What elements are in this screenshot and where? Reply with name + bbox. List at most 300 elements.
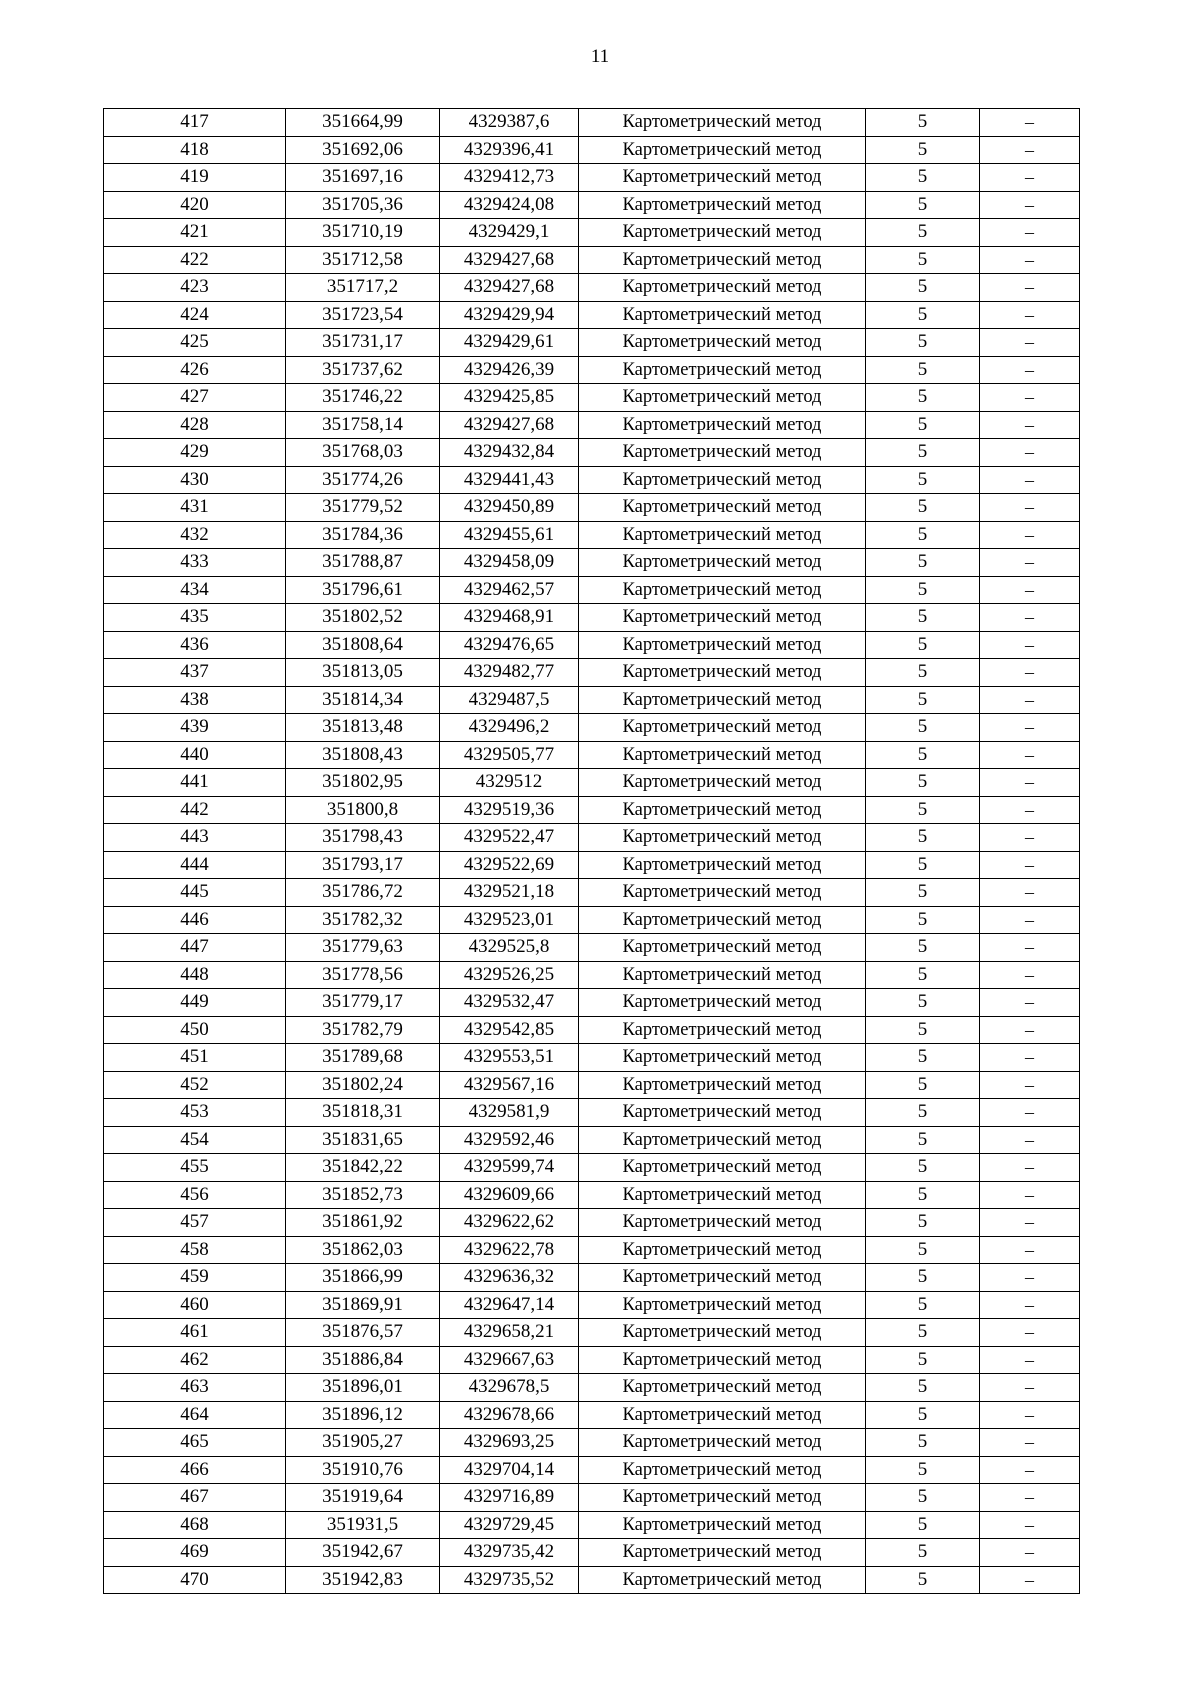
accuracy-cell: 5 [866, 1264, 980, 1292]
y-coordinate-cell: 4329427,68 [440, 411, 579, 439]
accuracy-cell: 5 [866, 1374, 980, 1402]
x-coordinate-cell: 351876,57 [286, 1319, 440, 1347]
note-cell: – [980, 191, 1080, 219]
table-row [104, 1319, 1080, 1347]
note-cell: – [980, 879, 1080, 907]
note-cell: – [980, 1099, 1080, 1127]
note-cell: – [980, 769, 1080, 797]
x-coordinate-cell: 351869,91 [286, 1291, 440, 1319]
table-row [104, 824, 1080, 852]
point-number-cell: 449 [104, 989, 286, 1017]
accuracy-cell: 5 [866, 384, 980, 412]
accuracy-cell: 5 [866, 1456, 980, 1484]
x-coordinate-cell: 351802,95 [286, 769, 440, 797]
note-cell: – [980, 906, 1080, 934]
accuracy-cell: 5 [866, 1016, 980, 1044]
x-coordinate-cell: 351789,68 [286, 1044, 440, 1072]
y-coordinate-cell: 4329458,09 [440, 549, 579, 577]
point-number-cell: 436 [104, 631, 286, 659]
y-coordinate-cell: 4329716,89 [440, 1484, 579, 1512]
note-cell: – [980, 494, 1080, 522]
point-number-cell: 437 [104, 659, 286, 687]
x-coordinate-cell: 351919,64 [286, 1484, 440, 1512]
accuracy-cell: 5 [866, 714, 980, 742]
method-cell: Картометрический метод [579, 824, 866, 852]
note-cell: – [980, 1456, 1080, 1484]
accuracy-cell: 5 [866, 246, 980, 274]
method-cell: Картометрический метод [579, 1236, 866, 1264]
x-coordinate-cell: 351758,14 [286, 411, 440, 439]
point-number-cell: 434 [104, 576, 286, 604]
note-cell: – [980, 219, 1080, 247]
method-cell: Картометрический метод [579, 164, 866, 192]
x-coordinate-cell: 351737,62 [286, 356, 440, 384]
accuracy-cell: 5 [866, 1539, 980, 1567]
point-number-cell: 470 [104, 1566, 286, 1594]
x-coordinate-cell: 351705,36 [286, 191, 440, 219]
point-number-cell: 433 [104, 549, 286, 577]
point-number-cell: 447 [104, 934, 286, 962]
y-coordinate-cell: 4329678,5 [440, 1374, 579, 1402]
x-coordinate-cell: 351802,24 [286, 1071, 440, 1099]
note-cell: – [980, 824, 1080, 852]
accuracy-cell: 5 [866, 989, 980, 1017]
y-coordinate-cell: 4329496,2 [440, 714, 579, 742]
x-coordinate-cell: 351774,26 [286, 466, 440, 494]
table-row [104, 1374, 1080, 1402]
method-cell: Картометрический метод [579, 1071, 866, 1099]
point-number-cell: 426 [104, 356, 286, 384]
accuracy-cell: 5 [866, 604, 980, 632]
point-number-cell: 468 [104, 1511, 286, 1539]
y-coordinate-cell: 4329505,77 [440, 741, 579, 769]
note-cell: – [980, 466, 1080, 494]
method-cell: Картометрический метод [579, 1346, 866, 1374]
note-cell: – [980, 796, 1080, 824]
method-cell: Картометрический метод [579, 191, 866, 219]
accuracy-cell: 5 [866, 521, 980, 549]
method-cell: Картометрический метод [579, 1484, 866, 1512]
accuracy-cell: 5 [866, 549, 980, 577]
table-row [104, 411, 1080, 439]
note-cell: – [980, 411, 1080, 439]
y-coordinate-cell: 4329487,5 [440, 686, 579, 714]
y-coordinate-cell: 4329735,52 [440, 1566, 579, 1594]
coordinates-table [103, 108, 1080, 1594]
point-number-cell: 438 [104, 686, 286, 714]
method-cell: Картометрический метод [579, 274, 866, 302]
table-row [104, 659, 1080, 687]
accuracy-cell: 5 [866, 576, 980, 604]
method-cell: Картометрический метод [579, 466, 866, 494]
method-cell: Картометрический метод [579, 989, 866, 1017]
point-number-cell: 455 [104, 1154, 286, 1182]
table-row [104, 1126, 1080, 1154]
y-coordinate-cell: 4329432,84 [440, 439, 579, 467]
accuracy-cell: 5 [866, 1154, 980, 1182]
accuracy-cell: 5 [866, 1429, 980, 1457]
point-number-cell: 442 [104, 796, 286, 824]
y-coordinate-cell: 4329425,85 [440, 384, 579, 412]
x-coordinate-cell: 351866,99 [286, 1264, 440, 1292]
x-coordinate-cell: 351942,83 [286, 1566, 440, 1594]
point-number-cell: 461 [104, 1319, 286, 1347]
y-coordinate-cell: 4329462,57 [440, 576, 579, 604]
point-number-cell: 443 [104, 824, 286, 852]
x-coordinate-cell: 351778,56 [286, 961, 440, 989]
method-cell: Картометрический метод [579, 521, 866, 549]
x-coordinate-cell: 351793,17 [286, 851, 440, 879]
accuracy-cell: 5 [866, 164, 980, 192]
table-row [104, 604, 1080, 632]
accuracy-cell: 5 [866, 934, 980, 962]
table-row [104, 851, 1080, 879]
point-number-cell: 431 [104, 494, 286, 522]
point-number-cell: 466 [104, 1456, 286, 1484]
point-number-cell: 418 [104, 136, 286, 164]
point-number-cell: 421 [104, 219, 286, 247]
point-number-cell: 454 [104, 1126, 286, 1154]
note-cell: – [980, 1154, 1080, 1182]
x-coordinate-cell: 351779,52 [286, 494, 440, 522]
y-coordinate-cell: 4329522,69 [440, 851, 579, 879]
point-number-cell: 419 [104, 164, 286, 192]
point-number-cell: 428 [104, 411, 286, 439]
note-cell: – [980, 1291, 1080, 1319]
note-cell: – [980, 329, 1080, 357]
point-number-cell: 444 [104, 851, 286, 879]
table-row [104, 1209, 1080, 1237]
accuracy-cell: 5 [866, 494, 980, 522]
point-number-cell: 459 [104, 1264, 286, 1292]
table-row [104, 1236, 1080, 1264]
y-coordinate-cell: 4329429,1 [440, 219, 579, 247]
point-number-cell: 463 [104, 1374, 286, 1402]
accuracy-cell: 5 [866, 824, 980, 852]
method-cell: Картометрический метод [579, 246, 866, 274]
x-coordinate-cell: 351788,87 [286, 549, 440, 577]
method-cell: Картометрический метод [579, 1209, 866, 1237]
note-cell: – [980, 1071, 1080, 1099]
method-cell: Картометрический метод [579, 631, 866, 659]
accuracy-cell: 5 [866, 1401, 980, 1429]
table-row [104, 1181, 1080, 1209]
table-row [104, 549, 1080, 577]
method-cell: Картометрический метод [579, 1264, 866, 1292]
note-cell: – [980, 1264, 1080, 1292]
point-number-cell: 448 [104, 961, 286, 989]
y-coordinate-cell: 4329532,47 [440, 989, 579, 1017]
y-coordinate-cell: 4329553,51 [440, 1044, 579, 1072]
method-cell: Картометрический метод [579, 439, 866, 467]
method-cell: Картометрический метод [579, 1539, 866, 1567]
point-number-cell: 441 [104, 769, 286, 797]
x-coordinate-cell: 351896,01 [286, 1374, 440, 1402]
method-cell: Картометрический метод [579, 384, 866, 412]
y-coordinate-cell: 4329450,89 [440, 494, 579, 522]
x-coordinate-cell: 351798,43 [286, 824, 440, 852]
y-coordinate-cell: 4329581,9 [440, 1099, 579, 1127]
y-coordinate-cell: 4329476,65 [440, 631, 579, 659]
accuracy-cell: 5 [866, 961, 980, 989]
y-coordinate-cell: 4329658,21 [440, 1319, 579, 1347]
note-cell: – [980, 246, 1080, 274]
table-row [104, 1456, 1080, 1484]
y-coordinate-cell: 4329519,36 [440, 796, 579, 824]
x-coordinate-cell: 351796,61 [286, 576, 440, 604]
y-coordinate-cell: 4329427,68 [440, 246, 579, 274]
x-coordinate-cell: 351784,36 [286, 521, 440, 549]
table-row [104, 1346, 1080, 1374]
note-cell: – [980, 989, 1080, 1017]
method-cell: Картометрический метод [579, 1181, 866, 1209]
y-coordinate-cell: 4329424,08 [440, 191, 579, 219]
accuracy-cell: 5 [866, 1181, 980, 1209]
point-number-cell: 452 [104, 1071, 286, 1099]
note-cell: – [980, 439, 1080, 467]
note-cell: – [980, 659, 1080, 687]
x-coordinate-cell: 351842,22 [286, 1154, 440, 1182]
x-coordinate-cell: 351779,17 [286, 989, 440, 1017]
accuracy-cell: 5 [866, 686, 980, 714]
method-cell: Картометрический метод [579, 1291, 866, 1319]
accuracy-cell: 5 [866, 1566, 980, 1594]
table-row [104, 191, 1080, 219]
table-row [104, 494, 1080, 522]
y-coordinate-cell: 4329468,91 [440, 604, 579, 632]
y-coordinate-cell: 4329678,66 [440, 1401, 579, 1429]
accuracy-cell: 5 [866, 466, 980, 494]
accuracy-cell: 5 [866, 1319, 980, 1347]
point-number-cell: 424 [104, 301, 286, 329]
note-cell: – [980, 741, 1080, 769]
method-cell: Картометрический метод [579, 1319, 866, 1347]
note-cell: – [980, 1401, 1080, 1429]
accuracy-cell: 5 [866, 1346, 980, 1374]
point-number-cell: 457 [104, 1209, 286, 1237]
table-row [104, 1071, 1080, 1099]
x-coordinate-cell: 351664,99 [286, 109, 440, 137]
y-coordinate-cell: 4329429,94 [440, 301, 579, 329]
x-coordinate-cell: 351808,43 [286, 741, 440, 769]
table-row [104, 906, 1080, 934]
table-row [104, 989, 1080, 1017]
table-row [104, 1539, 1080, 1567]
table-row [104, 1401, 1080, 1429]
note-cell: – [980, 1374, 1080, 1402]
table-row [104, 219, 1080, 247]
table-row [104, 961, 1080, 989]
method-cell: Картометрический метод [579, 1154, 866, 1182]
note-cell: – [980, 1511, 1080, 1539]
y-coordinate-cell: 4329647,14 [440, 1291, 579, 1319]
accuracy-cell: 5 [866, 769, 980, 797]
method-cell: Картометрический метод [579, 329, 866, 357]
table-row [104, 879, 1080, 907]
note-cell: – [980, 1181, 1080, 1209]
y-coordinate-cell: 4329441,43 [440, 466, 579, 494]
method-cell: Картометрический метод [579, 219, 866, 247]
x-coordinate-cell: 351782,79 [286, 1016, 440, 1044]
note-cell: – [980, 356, 1080, 384]
accuracy-cell: 5 [866, 659, 980, 687]
point-number-cell: 458 [104, 1236, 286, 1264]
method-cell: Картометрический метод [579, 934, 866, 962]
table-row [104, 1566, 1080, 1594]
accuracy-cell: 5 [866, 439, 980, 467]
note-cell: – [980, 1236, 1080, 1264]
y-coordinate-cell: 4329542,85 [440, 1016, 579, 1044]
point-number-cell: 456 [104, 1181, 286, 1209]
y-coordinate-cell: 4329396,41 [440, 136, 579, 164]
method-cell: Картометрический метод [579, 686, 866, 714]
x-coordinate-cell: 351800,8 [286, 796, 440, 824]
note-cell: – [980, 851, 1080, 879]
x-coordinate-cell: 351896,12 [286, 1401, 440, 1429]
method-cell: Картометрический метод [579, 411, 866, 439]
x-coordinate-cell: 351852,73 [286, 1181, 440, 1209]
x-coordinate-cell: 351942,67 [286, 1539, 440, 1567]
x-coordinate-cell: 351768,03 [286, 439, 440, 467]
point-number-cell: 439 [104, 714, 286, 742]
x-coordinate-cell: 351723,54 [286, 301, 440, 329]
x-coordinate-cell: 351862,03 [286, 1236, 440, 1264]
y-coordinate-cell: 4329412,73 [440, 164, 579, 192]
method-cell: Картометрический метод [579, 741, 866, 769]
point-number-cell: 422 [104, 246, 286, 274]
note-cell: – [980, 136, 1080, 164]
y-coordinate-cell: 4329426,39 [440, 356, 579, 384]
method-cell: Картометрический метод [579, 714, 866, 742]
table-row [104, 741, 1080, 769]
table-row [104, 521, 1080, 549]
method-cell: Картометрический метод [579, 1511, 866, 1539]
table-row [104, 1044, 1080, 1072]
table-row [104, 1099, 1080, 1127]
point-number-cell: 451 [104, 1044, 286, 1072]
table-row [104, 1154, 1080, 1182]
point-number-cell: 445 [104, 879, 286, 907]
note-cell: – [980, 961, 1080, 989]
method-cell: Картометрический метод [579, 879, 866, 907]
page-number: 11 [590, 46, 610, 67]
accuracy-cell: 5 [866, 1071, 980, 1099]
y-coordinate-cell: 4329599,74 [440, 1154, 579, 1182]
point-number-cell: 417 [104, 109, 286, 137]
x-coordinate-cell: 351808,64 [286, 631, 440, 659]
accuracy-cell: 5 [866, 906, 980, 934]
y-coordinate-cell: 4329526,25 [440, 961, 579, 989]
point-number-cell: 465 [104, 1429, 286, 1457]
accuracy-cell: 5 [866, 329, 980, 357]
x-coordinate-cell: 351697,16 [286, 164, 440, 192]
y-coordinate-cell: 4329592,46 [440, 1126, 579, 1154]
x-coordinate-cell: 351786,72 [286, 879, 440, 907]
point-number-cell: 467 [104, 1484, 286, 1512]
y-coordinate-cell: 4329387,6 [440, 109, 579, 137]
note-cell: – [980, 631, 1080, 659]
x-coordinate-cell: 351814,34 [286, 686, 440, 714]
table-row [104, 301, 1080, 329]
x-coordinate-cell: 351782,32 [286, 906, 440, 934]
note-cell: – [980, 1126, 1080, 1154]
point-number-cell: 432 [104, 521, 286, 549]
y-coordinate-cell: 4329622,62 [440, 1209, 579, 1237]
table-row [104, 246, 1080, 274]
y-coordinate-cell: 4329455,61 [440, 521, 579, 549]
method-cell: Картометрический метод [579, 356, 866, 384]
point-number-cell: 430 [104, 466, 286, 494]
table-row [104, 686, 1080, 714]
y-coordinate-cell: 4329427,68 [440, 274, 579, 302]
table-row [104, 109, 1080, 137]
point-number-cell: 420 [104, 191, 286, 219]
method-cell: Картометрический метод [579, 1429, 866, 1457]
point-number-cell: 440 [104, 741, 286, 769]
accuracy-cell: 5 [866, 631, 980, 659]
accuracy-cell: 5 [866, 1126, 980, 1154]
accuracy-cell: 5 [866, 219, 980, 247]
point-number-cell: 464 [104, 1401, 286, 1429]
note-cell: – [980, 109, 1080, 137]
method-cell: Картометрический метод [579, 851, 866, 879]
note-cell: – [980, 274, 1080, 302]
accuracy-cell: 5 [866, 1044, 980, 1072]
method-cell: Картометрический метод [579, 1099, 866, 1127]
x-coordinate-cell: 351746,22 [286, 384, 440, 412]
accuracy-cell: 5 [866, 796, 980, 824]
point-number-cell: 425 [104, 329, 286, 357]
y-coordinate-cell: 4329609,66 [440, 1181, 579, 1209]
x-coordinate-cell: 351813,48 [286, 714, 440, 742]
point-number-cell: 460 [104, 1291, 286, 1319]
method-cell: Картометрический метод [579, 109, 866, 137]
method-cell: Картометрический метод [579, 136, 866, 164]
x-coordinate-cell: 351692,06 [286, 136, 440, 164]
note-cell: – [980, 1346, 1080, 1374]
x-coordinate-cell: 351910,76 [286, 1456, 440, 1484]
note-cell: – [980, 1016, 1080, 1044]
table-row [104, 466, 1080, 494]
point-number-cell: 453 [104, 1099, 286, 1127]
note-cell: – [980, 1566, 1080, 1594]
y-coordinate-cell: 4329525,8 [440, 934, 579, 962]
accuracy-cell: 5 [866, 411, 980, 439]
accuracy-cell: 5 [866, 1511, 980, 1539]
note-cell: – [980, 1429, 1080, 1457]
table-row [104, 1484, 1080, 1512]
accuracy-cell: 5 [866, 109, 980, 137]
table-row [104, 714, 1080, 742]
note-cell: – [980, 1319, 1080, 1347]
table-row [104, 439, 1080, 467]
y-coordinate-cell: 4329735,42 [440, 1539, 579, 1567]
table-row [104, 796, 1080, 824]
y-coordinate-cell: 4329522,47 [440, 824, 579, 852]
table-row [104, 274, 1080, 302]
x-coordinate-cell: 351802,52 [286, 604, 440, 632]
x-coordinate-cell: 351779,63 [286, 934, 440, 962]
accuracy-cell: 5 [866, 136, 980, 164]
point-number-cell: 462 [104, 1346, 286, 1374]
table-row [104, 576, 1080, 604]
y-coordinate-cell: 4329622,78 [440, 1236, 579, 1264]
accuracy-cell: 5 [866, 851, 980, 879]
y-coordinate-cell: 4329512 [440, 769, 579, 797]
x-coordinate-cell: 351831,65 [286, 1126, 440, 1154]
note-cell: – [980, 1484, 1080, 1512]
x-coordinate-cell: 351818,31 [286, 1099, 440, 1127]
